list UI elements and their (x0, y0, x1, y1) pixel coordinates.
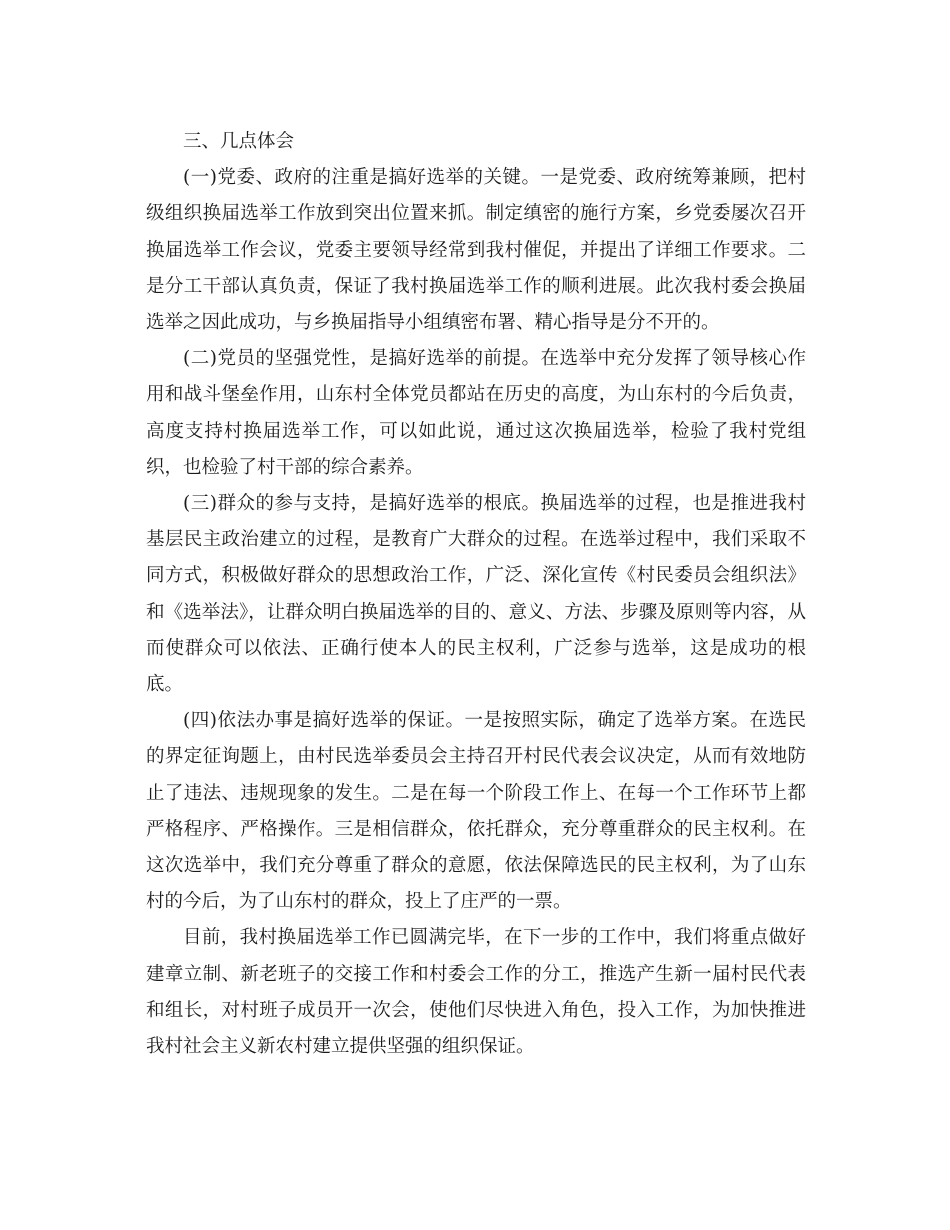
section-heading: 三、几点体会 (183, 131, 295, 152)
paragraph-party-members: (二)党员的坚强党性，是搞好选举的前提。在选举中充分发挥了领导核心作用和战斗堡垒作用，山东村全体党员都站在历史的高度，为山东村的今后负责，高度支持村换届选举工作，可以如此说，通过这次换届选举，检验了我村党组织，也检验了村干部的综合素养。 (146, 348, 806, 478)
paragraph-party-committee: (一)党委、政府的注重是搞好选举的关键。一是党委、政府统筹兼顾，把村级组织换届选举工作放到突出位置来抓。制定缜密的施行方案，乡党委屡次召开换届选举工作会议，党委主要领导经常到我村催促，并提出了详细工作要求。二是分工干部认真负责，保证了我村换届选举工作的顺利进展。此次我村委会换届选举之因此成功，与乡换届指导小组缜密布署、精心指导是分不开的。 (146, 167, 806, 334)
paragraph-masses: (三)群众的参与支持，是搞好选举的根底。换届选举的过程，也是推进我村基层民主政治建立的过程，是教育广大群众的过程。在选举过程中，我们采取不同方式，积极做好群众的思想政治工作，广泛、深化宣传《村民委员会组织法》和《选举法》，让群众明白换届选举的目的、意义、方法、步骤及原则等内容，从而使群众可以依法、正确行使本人的民主权利，广泛参与选举，这是成功的根底。 (146, 493, 806, 696)
paragraph-next-steps: 目前，我村换届选举工作已圆满完毕，在下一步的工作中，我们将重点做好建章立制、新老班子的交接工作和村委会工作的分工，推选产生新一届村民代表和组长，对村班子成员开一次会，使他们尽快进入角色，投入工作，为加快推进我村社会主义新农村建立提供坚强的组织保证。 (146, 927, 806, 1058)
document-body (146, 124, 806, 1065)
paragraph-rule-of-law: (四)依法办事是搞好选举的保证。一是按照实际，确定了选举方案。在选民的界定征询题上，由村民选举委员会主持召开村民代表会议决定，从而有效地防止了违法、违规现象的发生。二是在每一个阶段工作上、在每一个工作环节上都严格程序、严格操作。三是相信群众，依托群众，充分尊重群众的民主权利。在这次选举中，我们充分尊重了群众的意愿，依法保障选民的民主权利，为了山东村的今后，为了山东村的群众，投上了庄严的一票。 (146, 710, 806, 913)
